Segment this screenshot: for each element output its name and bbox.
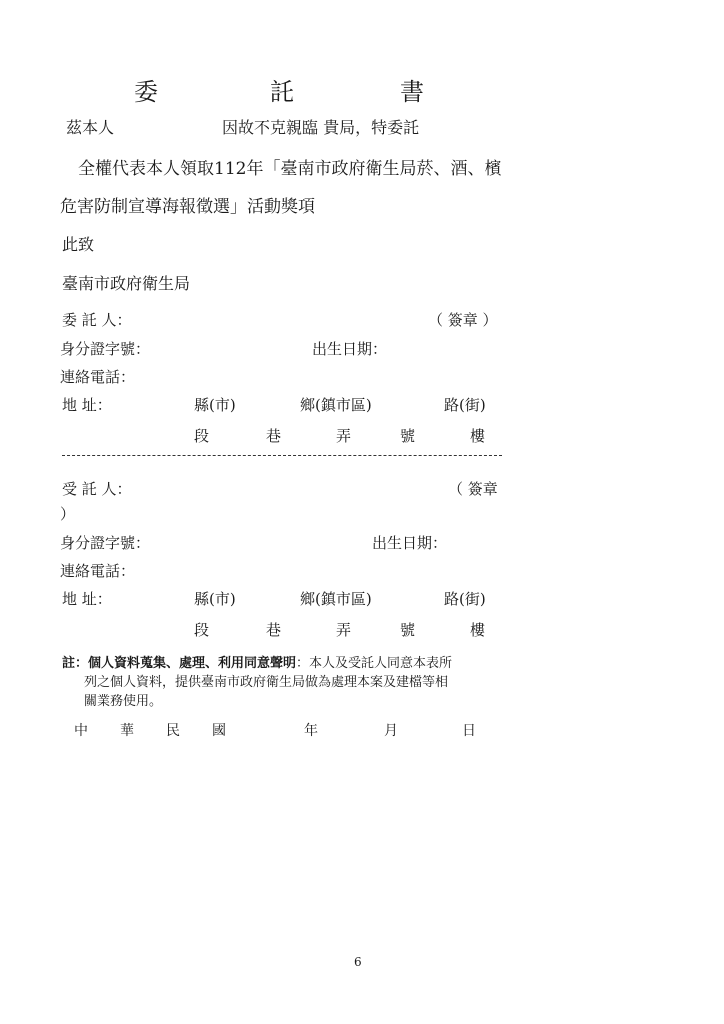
agent-addr-floor: 樓	[470, 621, 486, 639]
recipient: 臺南市政府衛生局	[62, 274, 191, 293]
principal-id-label: 身分證字號：	[60, 340, 151, 358]
privacy-note	[62, 654, 508, 711]
cut-line-divider	[62, 455, 502, 456]
note-bold-heading: 個人資料蒐集、處理、利用同意聲明	[88, 656, 297, 671]
principal-addr-road: 路(街)	[444, 396, 486, 414]
agent-sign-label: （ 簽章	[448, 480, 498, 498]
principal-addr-number: 號	[400, 427, 416, 445]
agent-addr-lane: 巷	[266, 621, 282, 639]
agent-addr-road: 路(街)	[444, 590, 486, 608]
principal-addr-floor: 樓	[470, 427, 486, 445]
date-day: 日	[462, 723, 476, 739]
principal-phone-label: 連絡電話：	[60, 368, 136, 386]
agent-address-label: 地 址：	[62, 590, 112, 608]
salutation: 此致	[62, 235, 95, 254]
agent-addr-county: 縣(市)	[194, 590, 236, 608]
intro-line3: 危害防制宣導海報徵選」活動獎項	[60, 197, 315, 217]
date-min: 民	[166, 723, 180, 739]
principal-addr-county: 縣(市)	[194, 396, 236, 414]
note-prefix: 註：	[62, 656, 89, 671]
agent-addr-section: 段	[194, 621, 210, 639]
principal-addr-section: 段	[194, 427, 210, 445]
intro-line1-left: 茲本人	[66, 118, 115, 137]
intro-line1-right: 因故不克親臨 貴局，特委託	[222, 118, 420, 137]
date-month: 月	[384, 723, 398, 739]
date-zhong: 中	[74, 723, 88, 739]
principal-address-label: 地 址：	[62, 396, 112, 414]
agent-addr-number: 號	[400, 621, 416, 639]
title-char-1: 委	[134, 78, 158, 106]
note-text-1: ：本人及受託人同意本表所	[296, 656, 453, 671]
date-hua: 華	[120, 723, 134, 739]
page-number: 6	[354, 955, 362, 969]
title-char-3: 書	[400, 78, 424, 106]
principal-addr-township: 鄉(鎮市區)	[300, 396, 372, 414]
agent-name-label: 受 託 人：	[62, 480, 132, 498]
title-char-2: 託	[270, 78, 294, 106]
note-text-2: 列之個人資料，提供臺南市政府衛生局做為處理本案及建檔等相	[84, 675, 449, 690]
date-guo: 國	[212, 723, 226, 739]
date-year: 年	[304, 723, 318, 739]
agent-birth-label: 出生日期：	[372, 534, 448, 552]
intro-line2: 全權代表本人領取112年「臺南市政府衛生局菸、酒、檳	[78, 159, 502, 179]
agent-id-label: 身分證字號：	[60, 534, 151, 552]
principal-addr-alley: 弄	[336, 427, 352, 445]
principal-addr-lane: 巷	[266, 427, 282, 445]
principal-birth-label: 出生日期：	[312, 340, 388, 358]
principal-name-label: 委 託 人：	[62, 311, 132, 329]
agent-phone-label: 連絡電話：	[60, 562, 136, 580]
principal-sign-label: （ 簽章 ）	[428, 311, 498, 329]
note-text-3: 關業務使用。	[84, 694, 163, 709]
agent-sign-close: ）	[60, 505, 76, 523]
agent-addr-alley: 弄	[336, 621, 352, 639]
agent-addr-township: 鄉(鎮市區)	[300, 590, 372, 608]
